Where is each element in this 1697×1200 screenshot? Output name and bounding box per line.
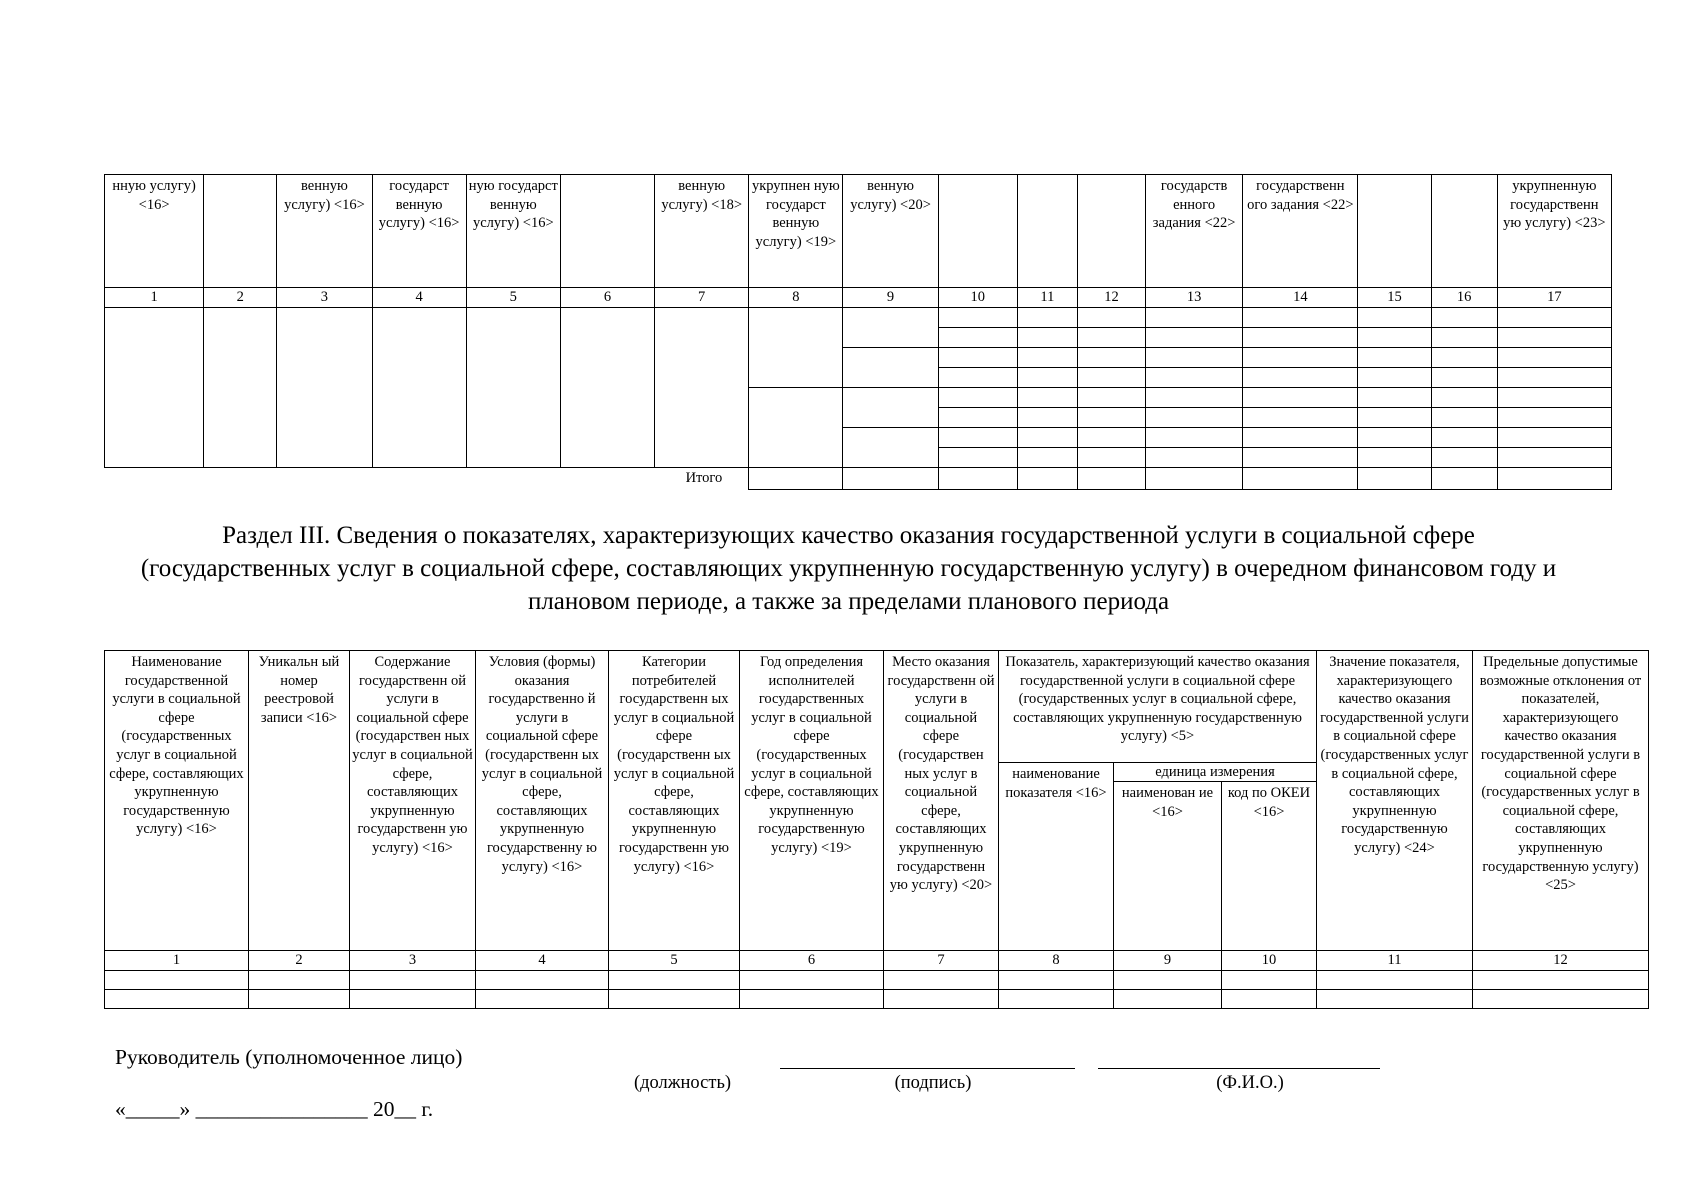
table-cell[interactable] — [249, 990, 350, 1009]
table-cell[interactable] — [1497, 428, 1611, 448]
table-cell[interactable] — [1077, 448, 1145, 468]
table-cell[interactable] — [999, 990, 1114, 1009]
table-cell[interactable] — [1431, 328, 1497, 348]
column-number: 12 — [1473, 951, 1649, 971]
table-cell[interactable] — [1077, 368, 1145, 388]
column-number: 2 — [249, 951, 350, 971]
table-cell[interactable] — [609, 990, 740, 1009]
total-cell[interactable] — [1243, 468, 1358, 490]
total-cell[interactable] — [749, 468, 843, 490]
table-cell[interactable] — [1358, 308, 1431, 328]
column-number: 7 — [655, 288, 749, 308]
header-cell: Год определения исполнителей государственных услуг в социальной сфере (государственных услуг в социальной сфере, составляющих укрупненную государственную услугу) <19> — [740, 651, 884, 951]
table-cell[interactable] — [277, 308, 372, 468]
section2-header-row — [105, 175, 1612, 288]
total-cell[interactable] — [1431, 468, 1497, 490]
table-cell[interactable] — [1317, 971, 1473, 990]
column-number: 10 — [938, 288, 1017, 308]
column-number: 17 — [1497, 288, 1611, 308]
column-number: 8 — [749, 288, 843, 308]
table-cell[interactable] — [938, 408, 1017, 428]
table-cell[interactable] — [1146, 448, 1243, 468]
column-number: 1 — [105, 288, 204, 308]
table-cell[interactable] — [1431, 348, 1497, 368]
table-cell[interactable] — [1017, 308, 1077, 328]
table-cell[interactable] — [1358, 408, 1431, 428]
header-cell: Содержание государственн ой услуги в социальной сфере (государствен ных услуг в социальной сфере, составляющих укрупненную государственн ую услугу) <16> — [350, 651, 476, 951]
table-cell[interactable] — [843, 308, 938, 348]
table-cell[interactable] — [466, 308, 560, 468]
table-cell[interactable] — [938, 448, 1017, 468]
header-cell: государств енного задания <22> — [1146, 175, 1243, 288]
table-cell[interactable] — [843, 388, 938, 428]
table-cell[interactable] — [105, 990, 249, 1009]
table-cell[interactable] — [1017, 428, 1077, 448]
header-cell: Предельные допустимые возможные отклонения от показателей, характеризующего качество оказания государственной услуги в социальной сфере (государственных услуг в социальной сфере, составляющих укрупненную государственную услугу) <25> — [1473, 651, 1649, 951]
column-number: 1 — [105, 951, 249, 971]
total-row — [105, 468, 1612, 490]
unit-subheaders — [1114, 782, 1316, 950]
table-cell[interactable] — [372, 308, 466, 468]
name-line[interactable] — [1098, 1068, 1380, 1069]
header-cell: нную услугу) <16> — [105, 175, 204, 288]
column-number: 6 — [560, 288, 654, 308]
table-cell[interactable] — [1431, 368, 1497, 388]
table-cell[interactable] — [1473, 990, 1649, 1009]
table-cell[interactable] — [350, 971, 476, 990]
head-label: Руководитель (уполномоченное лицо) — [115, 1045, 463, 1069]
table-cell[interactable] — [204, 308, 277, 468]
table-cell[interactable] — [1146, 408, 1243, 428]
column-number: 2 — [204, 288, 277, 308]
column-number: 15 — [1358, 288, 1431, 308]
table-cell[interactable] — [1497, 308, 1611, 328]
table-cell[interactable] — [1243, 328, 1358, 348]
table-cell[interactable] — [1358, 368, 1431, 388]
column-number: 11 — [1317, 951, 1473, 971]
total-cell[interactable] — [938, 468, 1017, 490]
table-cell[interactable] — [1431, 428, 1497, 448]
table-cell[interactable] — [1243, 448, 1358, 468]
column-number: 6 — [740, 951, 884, 971]
table-cell[interactable] — [1077, 388, 1145, 408]
table-cell[interactable] — [938, 348, 1017, 368]
name-label: (Ф.И.О.) — [1216, 1073, 1284, 1093]
table-cell[interactable] — [1431, 448, 1497, 468]
header-cell — [1358, 175, 1431, 288]
table-cell[interactable] — [1243, 428, 1358, 448]
column-number: 4 — [476, 951, 609, 971]
table-cell[interactable] — [1358, 328, 1431, 348]
table-cell[interactable] — [843, 428, 938, 468]
table-cell[interactable] — [1114, 971, 1222, 990]
indicator-name-header — [999, 763, 1114, 951]
section2-table — [104, 174, 1612, 490]
header-cell: укрупненную государственн ую услугу) <23> — [1497, 175, 1611, 288]
column-number: 10 — [1222, 951, 1317, 971]
header-cell: ную государст венную услугу) <16> — [466, 175, 560, 288]
table-cell[interactable] — [1146, 348, 1243, 368]
header-cell — [1077, 175, 1145, 288]
header-cell: венную услугу) <16> — [277, 175, 372, 288]
signature-label: (подпись) — [894, 1073, 972, 1093]
table-cell[interactable] — [749, 388, 843, 468]
column-number: 4 — [372, 288, 466, 308]
column-number: 14 — [1243, 288, 1358, 308]
total-cell[interactable] — [1358, 468, 1431, 490]
table-cell[interactable] — [749, 308, 843, 388]
header-cell: венную услугу) <20> — [843, 175, 938, 288]
table-cell[interactable] — [1497, 448, 1611, 468]
table-cell[interactable] — [1222, 971, 1317, 990]
table-cell[interactable] — [1077, 428, 1145, 448]
table-cell[interactable] — [1146, 388, 1243, 408]
table-cell[interactable] — [105, 971, 249, 990]
table-cell[interactable] — [560, 308, 654, 468]
table-cell[interactable] — [1497, 368, 1611, 388]
column-number: 3 — [277, 288, 372, 308]
table-cell[interactable] — [1017, 388, 1077, 408]
column-number: 13 — [1146, 288, 1243, 308]
header-cell — [560, 175, 654, 288]
table-cell[interactable] — [476, 990, 609, 1009]
table-cell[interactable] — [1497, 408, 1611, 428]
table-cell[interactable] — [1017, 448, 1077, 468]
header-cell: укрупнен ную государст венную услугу) <19> — [749, 175, 843, 288]
total-cell[interactable] — [1017, 468, 1077, 490]
table-cell[interactable] — [1222, 990, 1317, 1009]
header-cell — [938, 175, 1017, 288]
header-cell: венную услугу) <18> — [655, 175, 749, 288]
total-cell[interactable] — [1497, 468, 1611, 490]
table-cell[interactable] — [1497, 328, 1611, 348]
header-cell: Условия (формы) оказания государственно й услуги в социальной сфере (государственн ых услуг в социальной сфере, составляющих укрупненную государственну ю услугу) <16> — [476, 651, 609, 951]
table-cell[interactable] — [1243, 368, 1358, 388]
column-number: 9 — [1114, 951, 1222, 971]
column-number: 3 — [350, 951, 476, 971]
table-cell[interactable] — [740, 990, 884, 1009]
column-number: 7 — [884, 951, 999, 971]
table-cell[interactable] — [1146, 368, 1243, 388]
section-title: Раздел III. Сведения о показателях, характеризующих качество оказания государственной услуги в социальной сфере (государственных услуг в социальной сфере, составляющих укрупненную государственную услугу) в очередном финансовом году и плановом периоде, а также за пределами планового периода — [140, 522, 1557, 615]
header-cell: Категории потребителей государственн ых услуг в социальной сфере (государственн ых услуг в социальной сфере, составляющих укрупненную государственн ую услугу) <16> — [609, 651, 740, 951]
table-cell[interactable] — [1146, 328, 1243, 348]
table-cell[interactable] — [999, 971, 1114, 990]
unit-group-header — [1114, 763, 1317, 951]
table-cell[interactable] — [1431, 388, 1497, 408]
table-cell[interactable] — [1243, 308, 1358, 328]
table-cell[interactable] — [843, 348, 938, 388]
header-cell — [1017, 175, 1077, 288]
table-cell[interactable] — [1146, 428, 1243, 448]
table-row — [105, 971, 1649, 990]
date-line[interactable]: «_____» ________________ 20__ г. — [115, 1097, 434, 1121]
table-cell[interactable] — [1358, 348, 1431, 368]
table-cell[interactable] — [1146, 308, 1243, 328]
table-cell[interactable] — [1017, 408, 1077, 428]
header-cell: государственн ого задания <22> — [1243, 175, 1358, 288]
column-number-row — [105, 951, 1649, 971]
header-cell: Наименование государственной услуги в социальной сфере (государственных услуг в социальной сфере, составляющих укрупненную государственную услугу) <16> — [105, 651, 249, 951]
table-cell[interactable] — [1243, 348, 1358, 368]
column-number: 9 — [843, 288, 938, 308]
table-cell[interactable] — [1431, 408, 1497, 428]
table-cell[interactable] — [1077, 408, 1145, 428]
total-cell[interactable] — [1077, 468, 1145, 490]
table-cell[interactable] — [1017, 348, 1077, 368]
table-cell[interactable] — [1114, 990, 1222, 1009]
table-cell[interactable] — [884, 971, 999, 990]
column-number: 12 — [1077, 288, 1145, 308]
table-cell[interactable] — [1358, 448, 1431, 468]
table-cell[interactable] — [1077, 328, 1145, 348]
header-cell — [204, 175, 277, 288]
table-cell[interactable] — [1077, 348, 1145, 368]
table-cell[interactable] — [105, 308, 204, 468]
okei-code-label: код по ОКЕИ <16> — [1227, 785, 1311, 820]
table-cell[interactable] — [1358, 428, 1431, 448]
total-label: Итого — [105, 468, 749, 490]
table-row — [105, 308, 1612, 328]
table-cell[interactable] — [350, 990, 476, 1009]
total-cell[interactable] — [843, 468, 938, 490]
header-cell: Значение показателя, характеризующего качество оказания государственной услуги в социальной сфере (государственных услуг в социальной сфере, составляющих укрупненную государственную услугу) <24> — [1317, 651, 1473, 951]
table-cell[interactable] — [938, 328, 1017, 348]
column-number: 5 — [466, 288, 560, 308]
column-number: 16 — [1431, 288, 1497, 308]
table-cell[interactable] — [476, 971, 609, 990]
table-cell[interactable] — [1497, 348, 1611, 368]
table-cell[interactable] — [1358, 388, 1431, 408]
unit-name-label: наименован ие <16> — [1114, 782, 1222, 950]
table-cell[interactable] — [1473, 971, 1649, 990]
header-cell — [1431, 175, 1497, 288]
table-cell[interactable] — [1017, 328, 1077, 348]
position-label: (должность) — [633, 1073, 732, 1093]
table-cell[interactable] — [1243, 408, 1358, 428]
header-group-cell: Показатель, характеризующий качество оказания государственной услуги в социальной сфере (государственных услуг в социальной сфере, составляющих укрупненную государственную услугу) <5> — [999, 651, 1317, 763]
header-cell: государст венную услугу) <16> — [372, 175, 466, 288]
table-row — [105, 990, 1649, 1009]
table-cell[interactable] — [1497, 388, 1611, 408]
column-number: 8 — [999, 951, 1114, 971]
table-cell[interactable] — [740, 971, 884, 990]
table-cell[interactable] — [1243, 388, 1358, 408]
column-number-row — [105, 288, 1612, 308]
table-cell[interactable] — [938, 308, 1017, 328]
table-cell[interactable] — [1077, 308, 1145, 328]
table-cell[interactable] — [1317, 990, 1473, 1009]
total-cell[interactable] — [1146, 468, 1243, 490]
table-cell[interactable] — [655, 308, 749, 468]
table-cell[interactable] — [249, 971, 350, 990]
header-cell: Уникальн ый номер реестровой записи <16> — [249, 651, 350, 951]
header-cell: Место оказания государственн ой услуги в социальной сфере (государствен ных услуг в социальной сфере, составляющих укрупненную государственн ую услугу) <20> — [884, 651, 999, 951]
table-cell[interactable] — [938, 368, 1017, 388]
column-number: 5 — [609, 951, 740, 971]
table-cell[interactable] — [609, 971, 740, 990]
table-cell[interactable] — [884, 990, 999, 1009]
section3-header-row — [105, 651, 1649, 763]
signature-line[interactable] — [780, 1068, 1075, 1069]
unit-group-label: единица измерения — [1114, 763, 1316, 782]
section3-table — [104, 650, 1649, 1009]
column-number: 11 — [1017, 288, 1077, 308]
table-cell[interactable] — [1017, 368, 1077, 388]
table-cell[interactable] — [938, 388, 1017, 408]
table-cell[interactable] — [938, 428, 1017, 448]
table-cell[interactable] — [1431, 308, 1497, 328]
indicator-name-label: наименование показателя <16> — [1005, 766, 1107, 801]
